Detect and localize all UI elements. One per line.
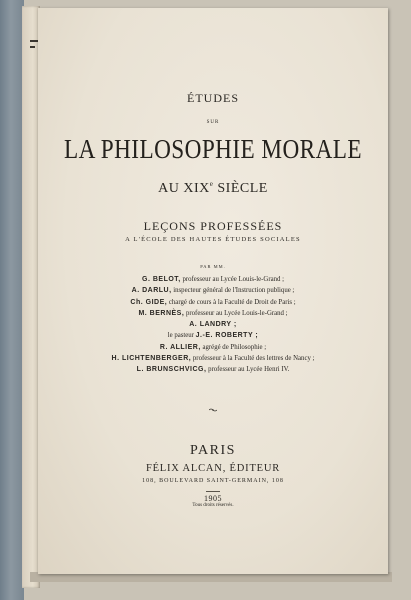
author-name: R. ALLIER,: [159, 343, 201, 351]
author-desc: professeur à la Faculté des lettres de Nancy ;: [191, 355, 315, 363]
binding-mark: [30, 40, 38, 42]
author-name: A. LANDRY ;: [189, 321, 237, 329]
author-line: [38, 284, 388, 295]
author-line: [38, 363, 388, 374]
imprint-address: 108, BOULEVARD SAINT-GERMAIN, 108: [142, 478, 284, 484]
author-name: M. BERNÈS,: [138, 309, 185, 317]
author-desc: professeur au Lycée Louis-le-Grand ;: [184, 309, 288, 317]
subtitle-century: [38, 180, 388, 197]
author-list: [38, 273, 388, 375]
century-superscript: e: [209, 180, 214, 188]
author-desc: professeur au Lycée Henri IV.: [206, 366, 290, 374]
heading-sur: SUR: [206, 120, 220, 125]
century-suffix: SIÈCLE: [213, 181, 268, 196]
author-name: H. LICHTENBERGER,: [111, 355, 192, 363]
ecole-line: A L'ÉCOLE DES HAUTES ÉTUDES SOCIALES: [125, 236, 301, 243]
book-spine: [0, 0, 24, 600]
author-desc: chargé de cours à la Faculté de Droit de Paris ;: [167, 298, 296, 306]
author-desc: professeur au Lycée Louis-le-Grand ;: [180, 276, 284, 283]
century-prefix: AU XIX: [158, 181, 210, 196]
author-name: L. BRUNSCHVICG,: [136, 366, 207, 374]
main-title: LA PHILOSOPHIE MORALE: [63, 134, 362, 164]
author-line: [38, 307, 388, 318]
lecons-heading: LEÇONS PROFESSÉES: [143, 219, 283, 233]
author-desc: agrégé de Philosophie ;: [200, 343, 267, 351]
heading-etudes: ÉTUDES: [187, 91, 239, 105]
par-mm-line: PAR MM.: [200, 264, 226, 269]
author-line: [38, 273, 388, 284]
author-line: [38, 341, 388, 352]
imprint-rule: [206, 491, 220, 492]
author-line: [38, 296, 388, 307]
author-desc: inspecteur général de l'Instruction publique ;: [171, 287, 295, 295]
author-name: G. BELOT,: [142, 276, 181, 283]
title-page: [38, 8, 388, 574]
binding-mark: [30, 46, 35, 48]
imprint-year: 1905: [204, 494, 222, 503]
fleuron-ornament-icon: [209, 408, 217, 412]
author-name: J.-E. ROBERTY ;: [195, 332, 259, 340]
imprint-publisher: FÉLIX ALCAN, ÉDITEUR: [145, 463, 281, 474]
imprint-rights: Tous droits réservés.: [192, 503, 234, 508]
author-line: [38, 329, 388, 340]
author-line: [38, 352, 388, 363]
imprint-city: PARIS: [190, 443, 236, 458]
author-name: A. DARLU,: [131, 287, 172, 295]
author-line: [38, 318, 388, 329]
author-name: Ch. GIDE,: [130, 298, 168, 306]
author-desc: le pasteur: [167, 332, 196, 340]
